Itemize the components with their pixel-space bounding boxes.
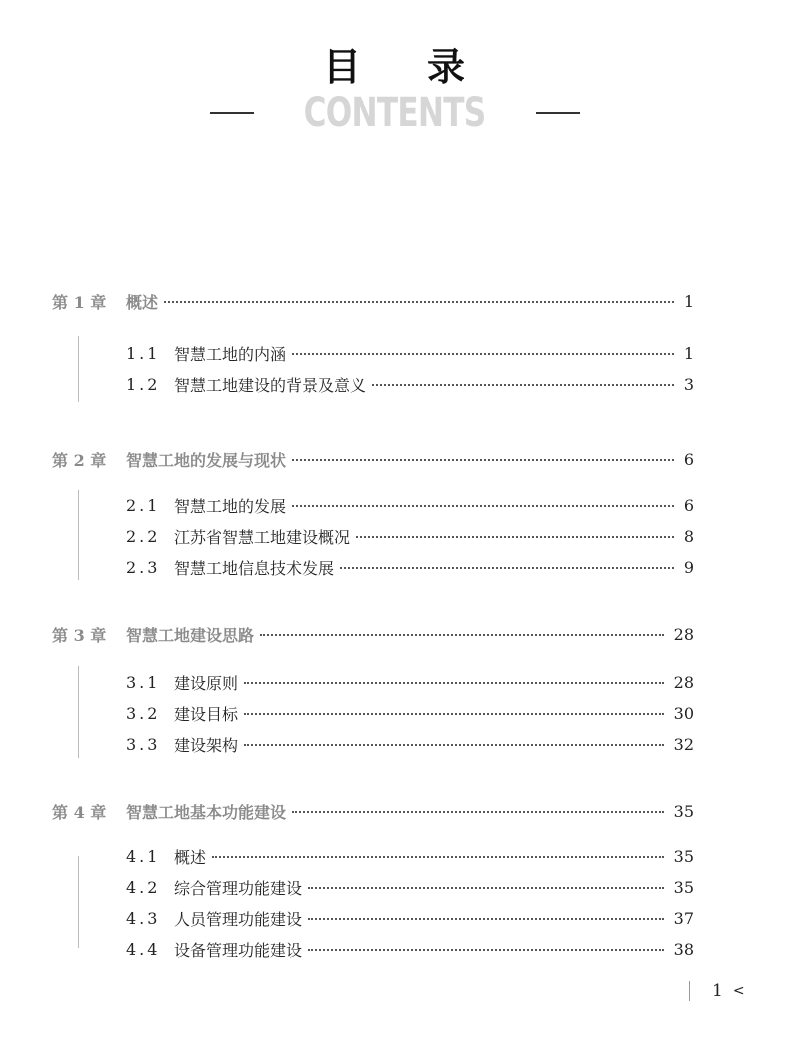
- section-bracket: [78, 336, 79, 402]
- section-title: 智慧工地的发展: [174, 496, 287, 516]
- leader-dots: [340, 567, 674, 569]
- toc-section-4-2[interactable]: [126, 874, 694, 900]
- leader-dots: [164, 301, 674, 303]
- section-page: 9: [683, 557, 694, 577]
- section-number: 2.3: [126, 557, 161, 577]
- chapter-number: 第 1 章: [52, 292, 107, 312]
- section-title: 人员管理功能建设: [174, 909, 303, 929]
- section-title: 设备管理功能建设: [174, 940, 303, 960]
- section-title: 建设架构: [174, 735, 239, 755]
- section-number: 4.4: [126, 939, 161, 959]
- section-bracket: [78, 490, 79, 580]
- section-page: 32: [673, 734, 694, 754]
- leader-dots: [260, 634, 664, 636]
- title-char-1: 目: [322, 45, 363, 89]
- section-title: 概述: [174, 847, 207, 867]
- section-title: 建设原则: [174, 673, 239, 693]
- section-bracket: [78, 856, 79, 948]
- section-title: 智慧工地建设的背景及意义: [174, 375, 367, 395]
- subtitle-row: [0, 90, 790, 136]
- section-page: 35: [673, 877, 694, 897]
- section-number: 4.3: [126, 908, 161, 928]
- leader-dots: [308, 918, 664, 920]
- section-page: 35: [673, 846, 694, 866]
- section-page: 30: [673, 703, 694, 723]
- chapter-title: 概述: [126, 292, 159, 312]
- section-number: 3.2: [126, 703, 161, 723]
- chapter-title: 智慧工地的发展与现状: [126, 450, 287, 470]
- leader-dots: [292, 811, 664, 813]
- toc-section-4-4[interactable]: [126, 936, 694, 962]
- section-number: 4.1: [126, 846, 161, 866]
- footer-separator: [689, 981, 690, 1001]
- toc-section-2-3[interactable]: [126, 554, 694, 580]
- toc-chapter-4[interactable]: [52, 798, 694, 824]
- subtitle-contents: CONTENTS: [304, 90, 486, 136]
- section-page: 38: [673, 939, 694, 959]
- leader-dots: [244, 713, 664, 715]
- leader-dots: [212, 856, 664, 858]
- subtitle-left-rule: [210, 112, 254, 114]
- leader-dots: [244, 682, 664, 684]
- page-footer: [689, 980, 745, 1002]
- section-title: 江苏省智慧工地建设概况: [174, 527, 351, 547]
- chapter-title: 智慧工地基本功能建设: [126, 802, 287, 822]
- leader-dots: [356, 536, 674, 538]
- section-bracket: [78, 666, 79, 758]
- section-title: 智慧工地的内涵: [174, 344, 287, 364]
- chevron-left-icon: <: [732, 983, 745, 999]
- section-number: 2.1: [126, 495, 161, 515]
- subtitle-right-rule: [536, 112, 580, 114]
- leader-dots: [244, 744, 664, 746]
- section-number: 3.3: [126, 734, 161, 754]
- section-number: 1.1: [126, 343, 161, 363]
- footer-page-number: 1: [712, 981, 723, 1001]
- section-number: 3.1: [126, 672, 161, 692]
- toc-section-2-1[interactable]: [126, 492, 694, 518]
- leader-dots: [308, 887, 664, 889]
- toc-section-3-1[interactable]: [126, 669, 694, 695]
- toc-section-3-2[interactable]: [126, 700, 694, 726]
- section-title: 智慧工地信息技术发展: [174, 558, 335, 578]
- leader-dots: [372, 384, 674, 386]
- toc-chapter-3[interactable]: [52, 621, 694, 647]
- section-page: 8: [683, 526, 694, 546]
- leader-dots: [292, 353, 674, 355]
- toc-chapter-1[interactable]: [52, 288, 694, 314]
- section-title: 建设目标: [174, 704, 239, 724]
- section-number: 1.2: [126, 374, 161, 394]
- chapter-page: 6: [683, 449, 694, 469]
- toc-chapter-2[interactable]: [52, 446, 694, 472]
- section-page: 1: [683, 343, 694, 363]
- section-page: 37: [673, 908, 694, 928]
- leader-dots: [308, 949, 664, 951]
- toc-section-4-1[interactable]: [126, 843, 694, 869]
- chapter-number: 第 4 章: [52, 802, 107, 822]
- title-char-2: 录: [427, 45, 468, 89]
- leader-dots: [292, 505, 674, 507]
- chapter-number: 第 3 章: [52, 625, 107, 645]
- toc-section-1-1[interactable]: [126, 340, 694, 366]
- section-title: 综合管理功能建设: [174, 878, 303, 898]
- section-page: 28: [673, 672, 694, 692]
- leader-dots: [292, 459, 674, 461]
- chapter-page: 1: [683, 291, 694, 311]
- chapter-page: 35: [673, 801, 694, 821]
- chapter-number: 第 2 章: [52, 450, 107, 470]
- section-page: 6: [683, 495, 694, 515]
- section-number: 4.2: [126, 877, 161, 897]
- toc-section-2-2[interactable]: [126, 523, 694, 549]
- section-page: 3: [683, 374, 694, 394]
- toc-section-1-2[interactable]: [126, 371, 694, 397]
- chapter-title: 智慧工地建设思路: [126, 625, 255, 645]
- toc-section-3-3[interactable]: [126, 731, 694, 757]
- chapter-page: 28: [673, 624, 694, 644]
- section-number: 2.2: [126, 526, 161, 546]
- toc-section-4-3[interactable]: [126, 905, 694, 931]
- page-title: [0, 36, 790, 91]
